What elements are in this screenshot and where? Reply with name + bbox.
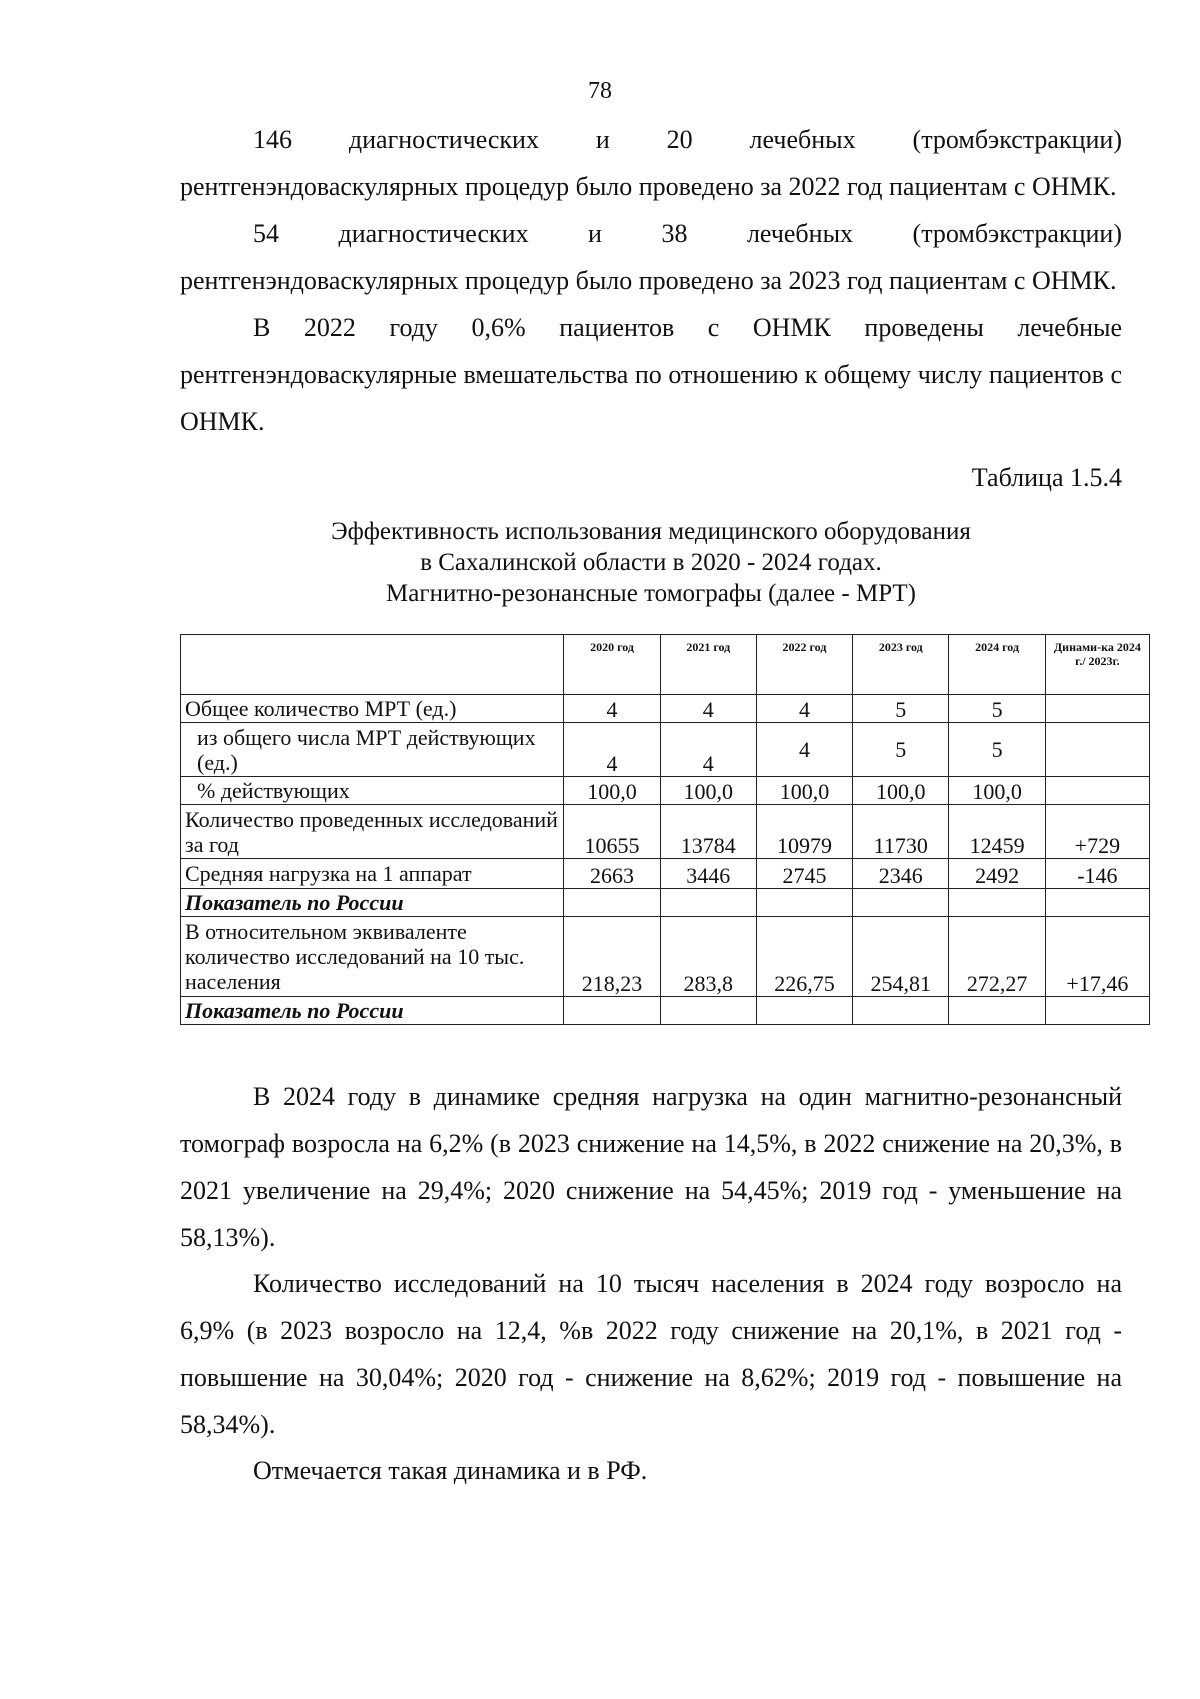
cell: 272,27 [949,917,1045,997]
header-empty [181,635,564,695]
cell [756,889,852,917]
row-label: Средняя нагрузка на 1 аппарат [181,859,564,889]
cell: 100,0 [660,777,756,805]
cell [1045,723,1149,777]
cell: -146 [1045,859,1149,889]
cell [949,889,1045,917]
table-title [180,516,1122,609]
cell: +17,46 [1045,917,1149,997]
row-label: из общего числа МРТ действующих (ед.) [181,723,564,777]
cell: 4 [564,723,660,777]
table-row [181,723,1150,777]
cell [853,889,949,917]
paragraph-mri-load-dynamics: В 2024 году в динамике средняя нагрузка на один магнитно-резонансный томограф возросла на 6,2% (в 2023 снижение на 14,5%, в 2022 снижение на 20,3%, в 2021 увеличение на 29,4%; 2020 снижение на 54,45%; 2019 год - уменьшение на 58,13%). [180,1082,1122,1252]
cell [949,997,1045,1025]
paragraph-interventions-share: В 2022 году 0,6% пациентов с ОНМК проведены лечебные рентгенэндоваскулярные вмешательства по отношению к общему числу пациентов с ОНМК. [180,313,1122,436]
cell: 10655 [564,805,660,859]
table-label: Таблица 1.5.4 [971,463,1122,492]
cell: 12459 [949,805,1045,859]
table-row [181,805,1150,859]
header-2022: 2022 год [756,635,852,695]
cell [660,889,756,917]
table-row [181,695,1150,723]
cell: 4 [564,695,660,723]
cell: 100,0 [756,777,852,805]
cell [1045,777,1149,805]
row-label: Количество проведенных исследований за год [181,805,564,859]
cell: 5 [949,723,1045,777]
table-row [181,889,1150,917]
cell: 100,0 [949,777,1045,805]
paragraph-procedures-2022: 146 диагностических и 20 лечебных (тромбэкстракции) рентгенэндоваскулярных процедур было проведено за 2022 год пациентам с ОНМК. [180,125,1122,201]
row-label: В относительном эквиваленте количество исследований на 10 тыс. населения [181,917,564,997]
cell [660,997,756,1025]
header-2023: 2023 год [853,635,949,695]
cell: 13784 [660,805,756,859]
page-number: 78 [588,78,612,104]
cell: 100,0 [853,777,949,805]
row-label: % действующих [181,777,564,805]
cell: 4 [660,695,756,723]
cell: 2663 [564,859,660,889]
cell: 5 [949,695,1045,723]
cell: 254,81 [853,917,949,997]
cell: 2745 [756,859,852,889]
table-row [181,859,1150,889]
table-row [181,777,1150,805]
cell: 2346 [853,859,949,889]
cell: 4 [660,723,756,777]
cell: 3446 [660,859,756,889]
cell: 283,8 [660,917,756,997]
row-label: Показатель по России [181,889,564,917]
table-title-line: Магнитно-резонансные томографы (далее - МРТ) [386,580,916,607]
header-2024: 2024 год [949,635,1045,695]
header-2021: 2021 год [660,635,756,695]
paragraph-procedures-2023: 54 диагностических и 38 лечебных (тромбэкстракции) рентгенэндоваскулярных процедур было проведено за 2023 год пациентам с ОНМК. [180,219,1122,295]
cell: 218,23 [564,917,660,997]
cell: 100,0 [564,777,660,805]
header-2020: 2020 год [564,635,660,695]
table-header-row [181,635,1150,695]
table-title-line: в Сахалинской области в 2020 - 2024 годах. [420,549,882,576]
cell: 4 [756,695,852,723]
cell [1045,997,1149,1025]
header-dynamics: Динами-ка 2024 г./ 2023г. [1045,635,1149,695]
cell [1045,889,1149,917]
row-label: Общее количество МРТ (ед.) [181,695,564,723]
mri-efficiency-table [180,634,1150,1025]
cell [853,997,949,1025]
paragraph-rf-dynamics: Отмечается такая динамика и в РФ. [253,1456,648,1485]
cell [1045,695,1149,723]
cell: 4 [756,723,852,777]
cell [564,889,660,917]
cell: 5 [853,695,949,723]
cell: +729 [1045,805,1149,859]
cell: 2492 [949,859,1045,889]
table-row [181,997,1150,1025]
cell [564,997,660,1025]
paragraph-studies-per-10k: Количество исследований на 10 тысяч населения в 2024 году возросло на 6,9% (в 2023 возросло на 12,4, %в 2022 году снижение на 20,1%, в 2021 год - повышение на 30,04%; 2020 год - снижение на 8,62%; 2019 год - повышение на 58,34%). [180,1269,1122,1439]
table-row [181,917,1150,997]
cell: 11730 [853,805,949,859]
row-label: Показатель по России [181,997,564,1025]
cell [756,997,852,1025]
cell: 226,75 [756,917,852,997]
cell: 10979 [756,805,852,859]
cell: 5 [853,723,949,777]
table-title-line: Эффективность использования медицинского оборудования [331,518,971,545]
